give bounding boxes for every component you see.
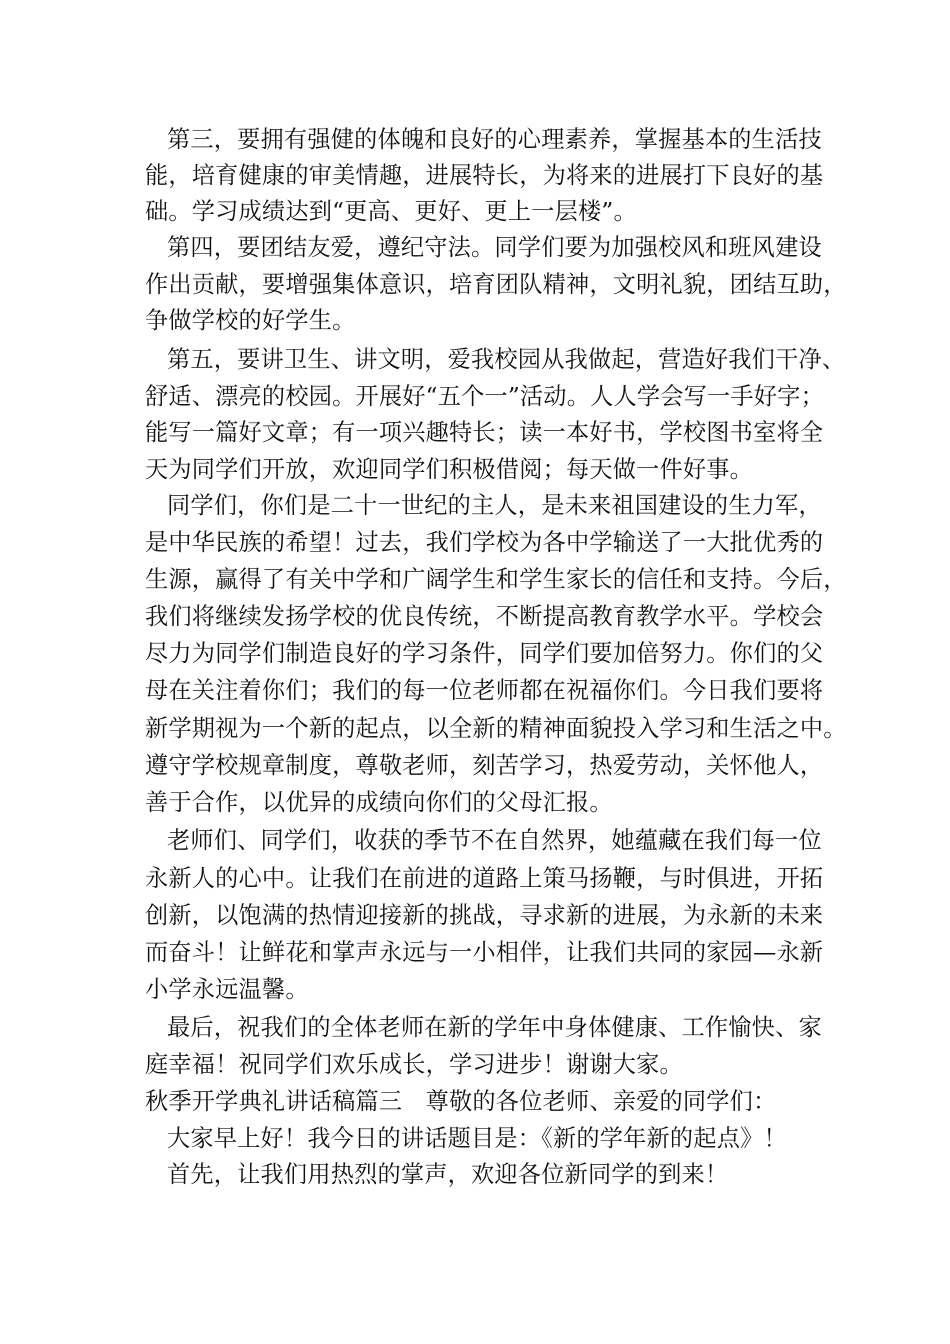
- text-line-24: 小学永远温馨。: [145, 976, 309, 1003]
- text-line-13: 生源，赢得了有关中学和广阔学生和学生家长的信任和支持。今后，: [145, 566, 847, 593]
- text-line-4: 第四，要团结友爱，遵纪守法。同学们要为加强校风和班风建设: [167, 234, 822, 261]
- text-line-10: 天为同学们开放，欢迎同学们积极借阅；每天做一件好事。: [145, 456, 754, 483]
- text-line-23: 而奋斗！让鲜花和掌声永远与一小相伴，让我们共同的家园—永新: [145, 939, 824, 966]
- text-line-9: 能写一篇好文章；有一项兴趣特长；读一本好书，学校图书室将全: [145, 419, 824, 446]
- text-line-7: 第五，要讲卫生、讲文明，爱我校园从我做起，营造好我们干净、: [167, 346, 846, 373]
- text-line-1: 第三，要拥有强健的体魄和良好的心理素养，掌握基本的生活技: [167, 126, 822, 153]
- text-line-15: 尽力为同学们制造良好的学习条件，同学们要加倍努力。你们的父: [145, 640, 824, 667]
- text-line-14: 我们将继续发扬学校的优良传统，不断提高教育教学水平。学校会: [145, 603, 824, 630]
- text-line-11: 同学们，你们是二十一世纪的主人，是未来祖国建设的生力军，: [167, 492, 822, 519]
- text-line-6: 争做学校的好学生。: [145, 307, 356, 334]
- text-line-26: 庭幸福！祝同学们欢乐成长，学习进步！谢谢大家。: [145, 1051, 683, 1078]
- text-line-29: 首先，让我们用热烈的掌声，欢迎各位新同学的到来！: [167, 1161, 729, 1188]
- text-line-2: 能，培育健康的审美情趣，进展特长，为将来的进展打下良好的基: [145, 162, 824, 189]
- text-line-5: 作出贡献，要增强集体意识，培育团队精神，文明礼貌，团结互助，: [145, 271, 847, 298]
- text-line-20: 老师们、同学们，收获的季节不在自然界，她蕴藏在我们每一位: [167, 827, 822, 854]
- text-line-27: 秋季开学典礼讲话稿篇三 尊敬的各位老师、亲爱的同学们：: [145, 1088, 777, 1115]
- text-line-3: 础。学习成绩达到“更高、更好、更上一层楼”。: [145, 198, 637, 225]
- text-line-19: 善于合作，以优异的成绩向你们的父母汇报。: [145, 789, 613, 816]
- text-line-12: 是中华民族的希望！过去，我们学校为各中学输送了一大批优秀的: [145, 529, 824, 556]
- text-line-22: 创新，以饱满的热情迎接新的挑战，寻求新的进展，为永新的未来: [145, 902, 824, 929]
- text-line-25: 最后，祝我们的全体老师在新的学年中身体健康、工作愉快、家: [167, 1014, 822, 1041]
- text-line-17: 新学期视为一个新的起点，以全新的精神面貌投入学习和生活之中。: [145, 715, 847, 742]
- text-line-28: 大家早上好！我今日的讲话题目是：《新的学年新的起点》！: [167, 1125, 787, 1152]
- text-line-8: 舒适、漂亮的校园。开展好“五个一”活动。人人学会写一手好字；: [145, 383, 824, 410]
- text-line-16: 母在关注着你们；我们的每一位老师都在祝福你们。今日我们要将: [145, 677, 824, 704]
- text-line-18: 遵守学校规章制度，尊敬老师，刻苦学习，热爱劳动，关怀他人，: [145, 752, 824, 779]
- text-line-21: 永新人的心中。让我们在前进的道路上策马扬鞭，与时俱进，开拓: [145, 865, 824, 892]
